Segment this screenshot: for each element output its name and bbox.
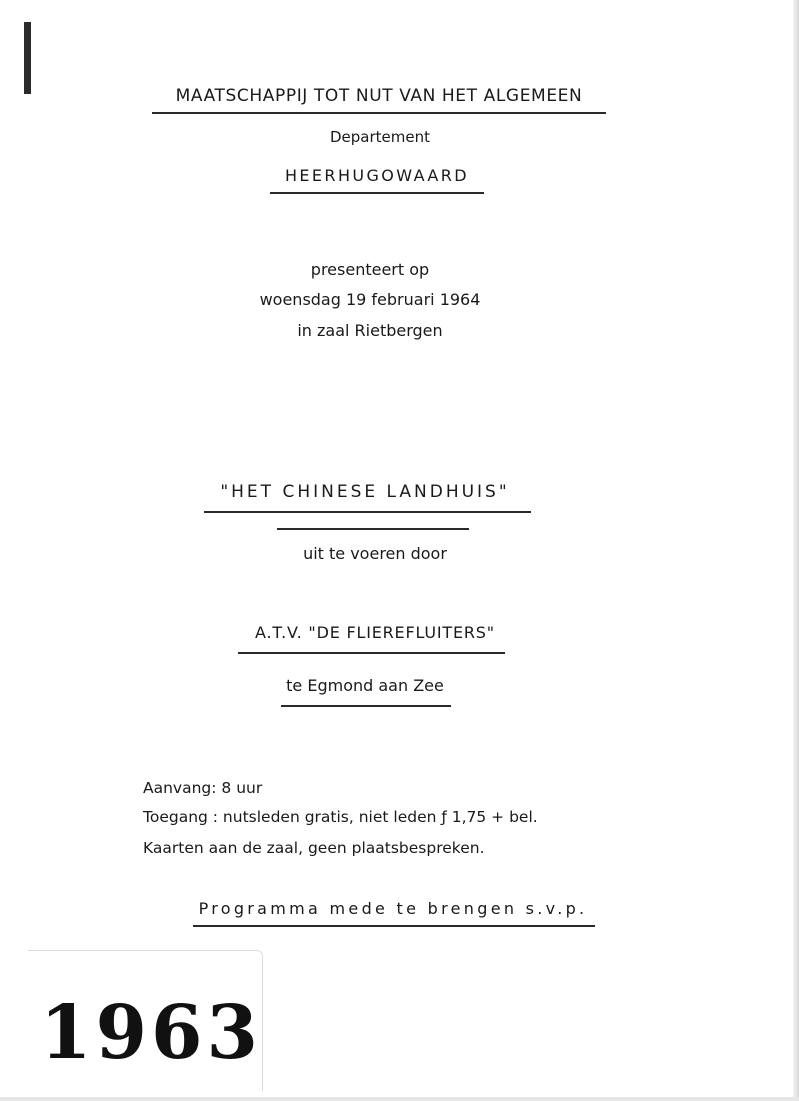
page-bottom-edge — [0, 1097, 799, 1101]
ticket-info: Kaarten aan de zaal, geen plaatsbespreken. — [143, 839, 485, 857]
performed-by-text: uit te voeren door — [303, 544, 447, 563]
group-town: te Egmond aan Zee — [286, 676, 444, 695]
theatre-group-name: A.T.V. "DE FLIEREFLUITERS" — [255, 623, 495, 642]
program-note-underline — [193, 925, 595, 927]
year-stamp: 1963 — [40, 990, 262, 1076]
town-underline — [281, 705, 451, 707]
event-venue: in zaal Rietbergen — [297, 321, 443, 340]
event-date: woensdag 19 februari 1964 — [259, 290, 481, 309]
presents-text: presenteert op — [310, 260, 430, 279]
admission-info: Toegang : nutsleden gratis, niet leden ƒ 1,75 + bel. — [143, 808, 538, 826]
program-note: Programma mede te brengen s.v.p. — [198, 899, 588, 918]
play-title: "HET CHINESE LANDHUIS" — [220, 482, 510, 502]
margin-bar-mark — [24, 22, 31, 94]
start-time: Aanvang: 8 uur — [143, 779, 263, 797]
play-title-underline — [204, 511, 531, 513]
page-edge-shadow — [793, 0, 799, 1101]
group-underline — [238, 652, 505, 654]
department-location: HEERHUGOWAARD — [284, 166, 470, 185]
organization-underline — [152, 112, 606, 114]
play-title-second-line — [277, 528, 469, 530]
department-label: Departement — [330, 128, 430, 146]
location-underline — [270, 192, 484, 194]
organization-name: MAATSCHAPPIJ TOT NUT VAN HET ALGEMEEN — [175, 86, 583, 106]
